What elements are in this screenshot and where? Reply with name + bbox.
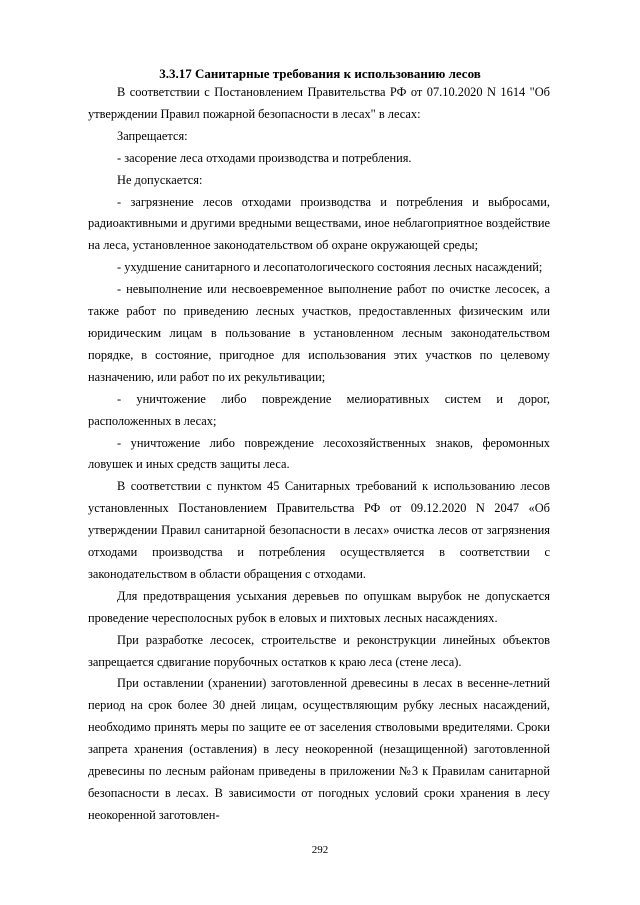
paragraph: Для предотвращения усыхания деревьев по опушкам вырубок не допускается проведение чересполосных рубок в еловых и пихтовых лесных насаждениях. xyxy=(88,588,550,625)
paragraph: - ухудшение санитарного и лесопатологического состояния лесных насаждений; xyxy=(117,260,543,275)
body-text xyxy=(88,82,550,827)
paragraph: При оставлении (хранении) заготовленной древесины в лесах в весенне-летний период на срок более 30 дней лицам, осуществляющим рубку лесных насаждений, необходимо принять меры по защите ее от заселения стволовыми вредителями. Сроки запрета хранения (оставления) в лесу неокоренной (незащищенной) заготовленной древесины по лесным районам приведены в приложении №3 к Правилам санитарной безопасности в лесах. В зависимости от погодных условий сроки хранения в лесу неокоренной заготовлен- xyxy=(88,676,550,822)
paragraph: Не допускается: xyxy=(117,172,203,187)
paragraph: В соответствии с пунктом 45 Санитарных требований к использованию лесов установленных Постановлением Правительства РФ от 09.12.2020 N 2047 «Об утверждении Правил санитарной безопасности в лесах» очистка лесов от загрязнения отходами производства и потребления осуществляется в соответствии с законодательством в области обращения с отходами. xyxy=(88,479,550,581)
paragraph: - уничтожение либо повреждение мелиоративных систем и дорог, расположенных в лесах; xyxy=(88,391,550,428)
paragraph: - загрязнение лесов отходами производства и потребления и выбросами, радиоактивными и другими вредными веществами, иное неблагоприятное воздействие на леса, установленное законодательством об охране окружающей среды; xyxy=(88,194,550,253)
paragraph: В соответствии с Постановлением Правительства РФ от 07.10.2020 N 1614 "Об утверждении Правил пожарной безопасности в лесах" в лесах: xyxy=(88,85,550,121)
section-heading: 3.3.17 Санитарные требования к использованию лесов xyxy=(159,66,481,81)
paragraph: - засорение леса отходами производства и потребления. xyxy=(117,150,412,165)
paragraph: При разработке лесосек, строительстве и реконструкции линейных объектов запрещается сдвигание порубочных остатков к краю леса (стене леса). xyxy=(88,632,550,669)
page-number: 292 xyxy=(311,844,329,856)
paragraph: - невыполнение или несвоевременное выполнение работ по очистке лесосек, а также работ по приведению лесных участков, предоставленных физическим или юридическим лицам в пользование в установленном лесным законодательством порядке, в состояние, пригодное для использования этих участков по целевому назначению, или работ по их рекультивации; xyxy=(88,282,550,384)
paragraph: - уничтожение либо повреждение лесохозяйственных знаков, феромонных ловушек и иных средств защиты леса. xyxy=(88,435,550,472)
paragraph: Запрещается: xyxy=(117,128,188,143)
